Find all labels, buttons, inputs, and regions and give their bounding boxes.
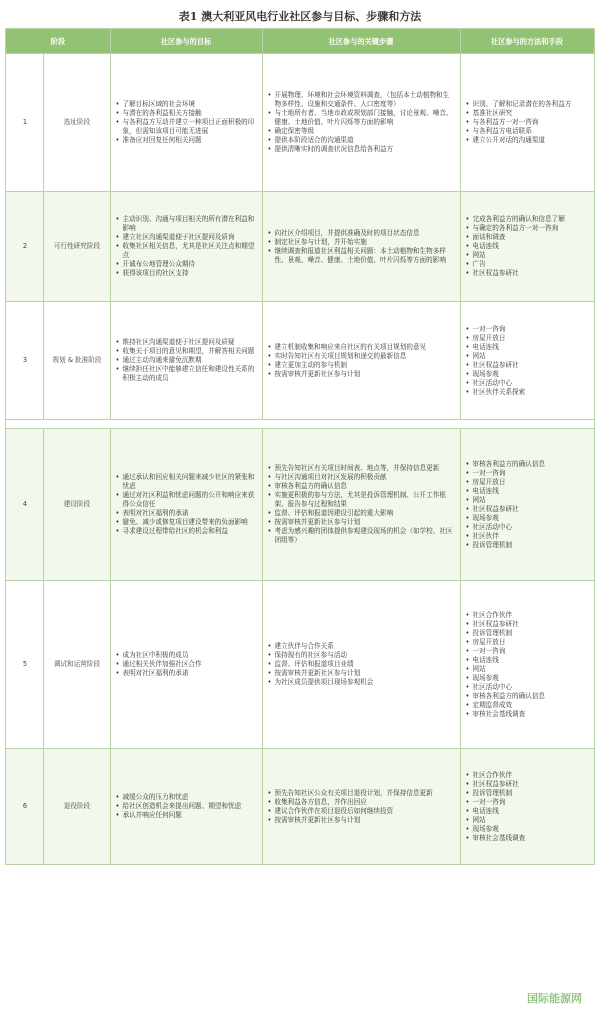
row-number: 1 [6, 54, 44, 192]
list-item: • 广告 [466, 260, 589, 269]
list-item: • 继续担任社区中能够建立信任和建设性关系的积极主动的成员 [116, 365, 257, 383]
list-item: • 监督、评估和报道项目业绩 [268, 660, 455, 669]
list-item: • 社区合作伙伴 [466, 611, 589, 620]
row-number: 6 [6, 749, 44, 865]
goals-cell [110, 192, 262, 302]
header-steps: 社区参与的关键步骤 [262, 29, 460, 54]
list-item: • 一对一咨询 [466, 469, 589, 478]
list-item: • 完成各利益方的确认和信息了解 [466, 215, 589, 224]
methods-list [462, 768, 593, 846]
goals-cell [110, 749, 262, 865]
list-item: • 网站 [466, 251, 589, 260]
table-row [6, 302, 594, 420]
list-item: • 收集社区相关信息，尤其是社区关注点和期望点 [116, 242, 257, 260]
list-item: • 网站 [466, 816, 589, 825]
list-item: • 表明对社区福利的承诺 [116, 509, 257, 518]
table-body [6, 54, 594, 865]
list-item: • 通过对社区利益和忧虑问题的公开和响应来获得公众信任 [116, 491, 257, 509]
list-item: • 电话连线 [466, 487, 589, 496]
methods-cell [460, 749, 594, 865]
table-row [6, 429, 594, 581]
list-item: • 监督、评估和报道因建设引起的重大影响 [268, 509, 455, 518]
table-row [6, 54, 594, 192]
steps-cell [262, 429, 460, 581]
goals-list [112, 212, 261, 281]
list-item: • 建立公开对话的沟通渠道 [466, 136, 589, 145]
list-item: • 按需审核并更新社区参与计划 [268, 816, 455, 825]
list-item: • 投诉管理机制 [466, 541, 589, 550]
stage-name: 规划 & 批准阶段 [44, 302, 110, 420]
steps-cell [262, 302, 460, 420]
list-item: • 基准社区研究 [466, 109, 589, 118]
stage-name: 可行性研究阶段 [44, 192, 110, 302]
list-item: • 电话连线 [466, 343, 589, 352]
row-number: 3 [6, 302, 44, 420]
list-item: • 房屋开放日 [466, 638, 589, 647]
list-item: • 定期监督成效 [466, 701, 589, 710]
list-item: • 与各利益方一对一咨询 [466, 118, 589, 127]
methods-list [462, 608, 593, 722]
list-item: • 按需审核并更新社区参与计划 [268, 370, 455, 379]
list-item: • 一对一咨询 [466, 798, 589, 807]
list-item: • 按需审核并更新社区参与计划 [268, 669, 455, 678]
list-item: • 电话连线 [466, 656, 589, 665]
list-item: • 与确定的各利益方一对一咨询 [466, 224, 589, 233]
list-item: • 保持现有的社区参与活动 [268, 651, 455, 660]
list-item: • 房屋开放日 [466, 478, 589, 487]
list-item: • 预先告知社区公众有关项目退役计划，并保持信息更新 [268, 789, 455, 798]
list-item: • 房屋开放日 [466, 334, 589, 343]
list-item: • 建立社区沟通渠道便于社区提问及质询 [116, 233, 257, 242]
list-item: • 现场参观 [466, 514, 589, 523]
goals-list [112, 790, 261, 823]
steps-list [264, 88, 459, 157]
list-item: • 建立更加主动的参与机制 [268, 361, 455, 370]
list-item: • 收集利益各方信息，并作出回应 [268, 798, 455, 807]
row-number: 5 [6, 581, 44, 749]
list-item: • 开诚布公地管理公众期待 [116, 260, 257, 269]
header-stage: 阶段 [6, 29, 110, 54]
goals-list [112, 648, 261, 681]
goals-cell [110, 581, 262, 749]
list-item: • 承认并响应任何问题 [116, 811, 257, 820]
list-item: • 识别、了解和记录潜在的各利益方 [466, 100, 589, 109]
list-item: • 社区合作伙伴 [466, 771, 589, 780]
list-item: • 通过承认和回应相关问题来减少社区的紧张和忧虑 [116, 473, 257, 491]
list-item: • 投诉管理机制 [466, 789, 589, 798]
list-item: • 与社区沟通项目对社区发展的积极贡献 [268, 473, 455, 482]
steps-cell [262, 581, 460, 749]
goals-cell [110, 429, 262, 581]
list-item: • 通过相关伙伴加强社区合作 [116, 660, 257, 669]
list-item: • 提供本阶段适合的沟通渠道 [268, 136, 455, 145]
list-item: • 确定保密等级 [268, 127, 455, 136]
list-item: • 制定社区参与计划，并开始实施 [268, 238, 455, 247]
steps-cell [262, 192, 460, 302]
list-item: • 获得该项目的社区支持 [116, 269, 257, 278]
list-item: • 考虑为感兴趣的团体提供参观建设现场的机会（如学校、社区团组等） [268, 527, 455, 545]
stage-name: 选址阶段 [44, 54, 110, 192]
list-item: • 社区权益参研社 [466, 620, 589, 629]
list-item: • 现场参观 [466, 825, 589, 834]
steps-cell [262, 749, 460, 865]
list-item: • 主动识别、沟通与项目相关的所有潜在利益和影响 [116, 215, 257, 233]
list-item: • 社区活动中心 [466, 379, 589, 388]
list-item: • 为社区成员提供项目现场参观机会 [268, 678, 455, 687]
watermark-logo: 国际能源网 [527, 992, 582, 1005]
list-item: • 审核各利益方的确认信息 [466, 692, 589, 701]
list-item: • 继续调查和报道社区利益相关问题：本土动植物和生物多样性、景观、噪音、健康、土地价值、叶片闪烁等方面的影响 [268, 247, 455, 265]
methods-list [462, 322, 593, 400]
list-item: • 社区权益参研社 [466, 361, 589, 370]
goals-cell [110, 302, 262, 420]
engagement-table [5, 28, 594, 865]
goals-list [112, 335, 261, 386]
list-item: • 面谈和调查 [466, 233, 589, 242]
list-item: • 按需审核并更新社区参与计划 [268, 518, 455, 527]
list-item: • 审核社会基线调查 [466, 834, 589, 843]
list-item: • 成为社区中积极的成员 [116, 651, 257, 660]
list-item: • 开展物理、环境和社会环境资料调查，（包括本土动植物和生物多样性、设施和交通条件、人口密度等） [268, 91, 455, 109]
steps-list [264, 461, 459, 548]
list-item: • 社区权益参研社 [466, 505, 589, 514]
list-item: • 给社区创造机会来提出问题、期望和忧虑 [116, 802, 257, 811]
table-title: 表1 澳大利亚风电行业社区参与目标、步骤和方法 [178, 10, 422, 23]
stage-name: 调试和运营阶段 [44, 581, 110, 749]
list-item: • 预先告知社区有关项目时间表、地点等，并保持信息更新 [268, 464, 455, 473]
list-item: • 社区活动中心 [466, 683, 589, 692]
goals-cell [110, 54, 262, 192]
list-item: • 维持社区沟通渠道便于社区提问及质疑 [116, 338, 257, 347]
table-header-row [6, 29, 594, 54]
goals-list [112, 97, 261, 148]
list-item: • 准备应对回复任何相关问题 [116, 136, 257, 145]
list-item: • 审核各利益方的确认信息 [268, 482, 455, 491]
list-item: • 审核社会基线调查 [466, 710, 589, 719]
steps-list [264, 639, 459, 690]
header-goals: 社区参与的目标 [110, 29, 262, 54]
list-item: • 一对一咨询 [466, 647, 589, 656]
header-methods: 社区参与的方法和手段 [460, 29, 594, 54]
list-item: • 表明对社区福利的承诺 [116, 669, 257, 678]
list-item: • 了解目标区域的社会环境 [116, 100, 257, 109]
list-item: • 寻求建设过程带给社区的机会和利益 [116, 527, 257, 536]
goals-list [112, 470, 261, 539]
methods-cell [460, 54, 594, 192]
methods-list [462, 97, 593, 148]
list-item: • 向社区介绍项目，并提供准确及时的项目状态信息 [268, 229, 455, 238]
list-item: • 网站 [466, 665, 589, 674]
list-item: • 社区伙伴 [466, 532, 589, 541]
row-number: 4 [6, 429, 44, 581]
row-number: 2 [6, 192, 44, 302]
list-item: • 收集关于项目的意见和期望，并解答相关问题 [116, 347, 257, 356]
list-item: • 与各利益方互动并建立一种项目正面积极的印象，但需知该项目可能无进展 [116, 118, 257, 136]
list-item: • 减缓公众的压力和忧虑 [116, 793, 257, 802]
steps-list [264, 340, 459, 382]
table-row [6, 581, 594, 749]
list-item: • 建立机制收集和响应来自社区的有关项目规划的意见 [268, 343, 455, 352]
methods-list [462, 457, 593, 553]
list-item: • 一对一咨询 [466, 325, 589, 334]
steps-cell [262, 54, 460, 192]
steps-list [264, 786, 459, 828]
methods-cell [460, 429, 594, 581]
list-item: • 社区权益参研社 [466, 269, 589, 278]
list-item: • 网站 [466, 496, 589, 505]
table-row [6, 749, 594, 865]
list-item: • 现场参观 [466, 370, 589, 379]
list-item: • 通过主动沟通来避免沉默期 [116, 356, 257, 365]
list-item: • 网站 [466, 352, 589, 361]
list-item: • 建立伙伴与合作关系 [268, 642, 455, 651]
list-item: • 电话连线 [466, 807, 589, 816]
methods-cell [460, 192, 594, 302]
methods-cell [460, 581, 594, 749]
list-item: • 建议合作伙伴在项目退役后如何继续投资 [268, 807, 455, 816]
list-item: • 社区权益参研社 [466, 780, 589, 789]
list-item: • 投诉管理机制 [466, 629, 589, 638]
methods-cell [460, 302, 594, 420]
stage-name: 退役阶段 [44, 749, 110, 865]
stage-name: 建设阶段 [44, 429, 110, 581]
list-item: • 实时告知社区有关项目规划和递交的最新信息 [268, 352, 455, 361]
list-item: • 社区伙伴关系探索 [466, 388, 589, 397]
list-item: • 避免、减少或修复项目建设带来的负面影响 [116, 518, 257, 527]
list-item: • 社区活动中心 [466, 523, 589, 532]
list-item: • 提供清晰实时的调查状况信息给各利益方 [268, 145, 455, 154]
list-item: • 审核各利益方的确认信息 [466, 460, 589, 469]
methods-list [462, 212, 593, 281]
list-item: • 实施更积极的参与方法，尤其是投诉管理机制、公开工作框架、报告参与过程和结果 [268, 491, 455, 509]
list-item: • 与各利益方电话联系 [466, 127, 589, 136]
steps-list [264, 226, 459, 268]
table-row [6, 192, 594, 302]
list-item: • 现场参观 [466, 674, 589, 683]
list-item: • 与土地所有者、当地市政或规划部门接触，讨论景观、噪音、健康、土地价值、叶片闪烁等方面的影响 [268, 109, 455, 127]
list-item: • 电话连线 [466, 242, 589, 251]
list-item: • 与潜在的各利益相关方接触 [116, 109, 257, 118]
